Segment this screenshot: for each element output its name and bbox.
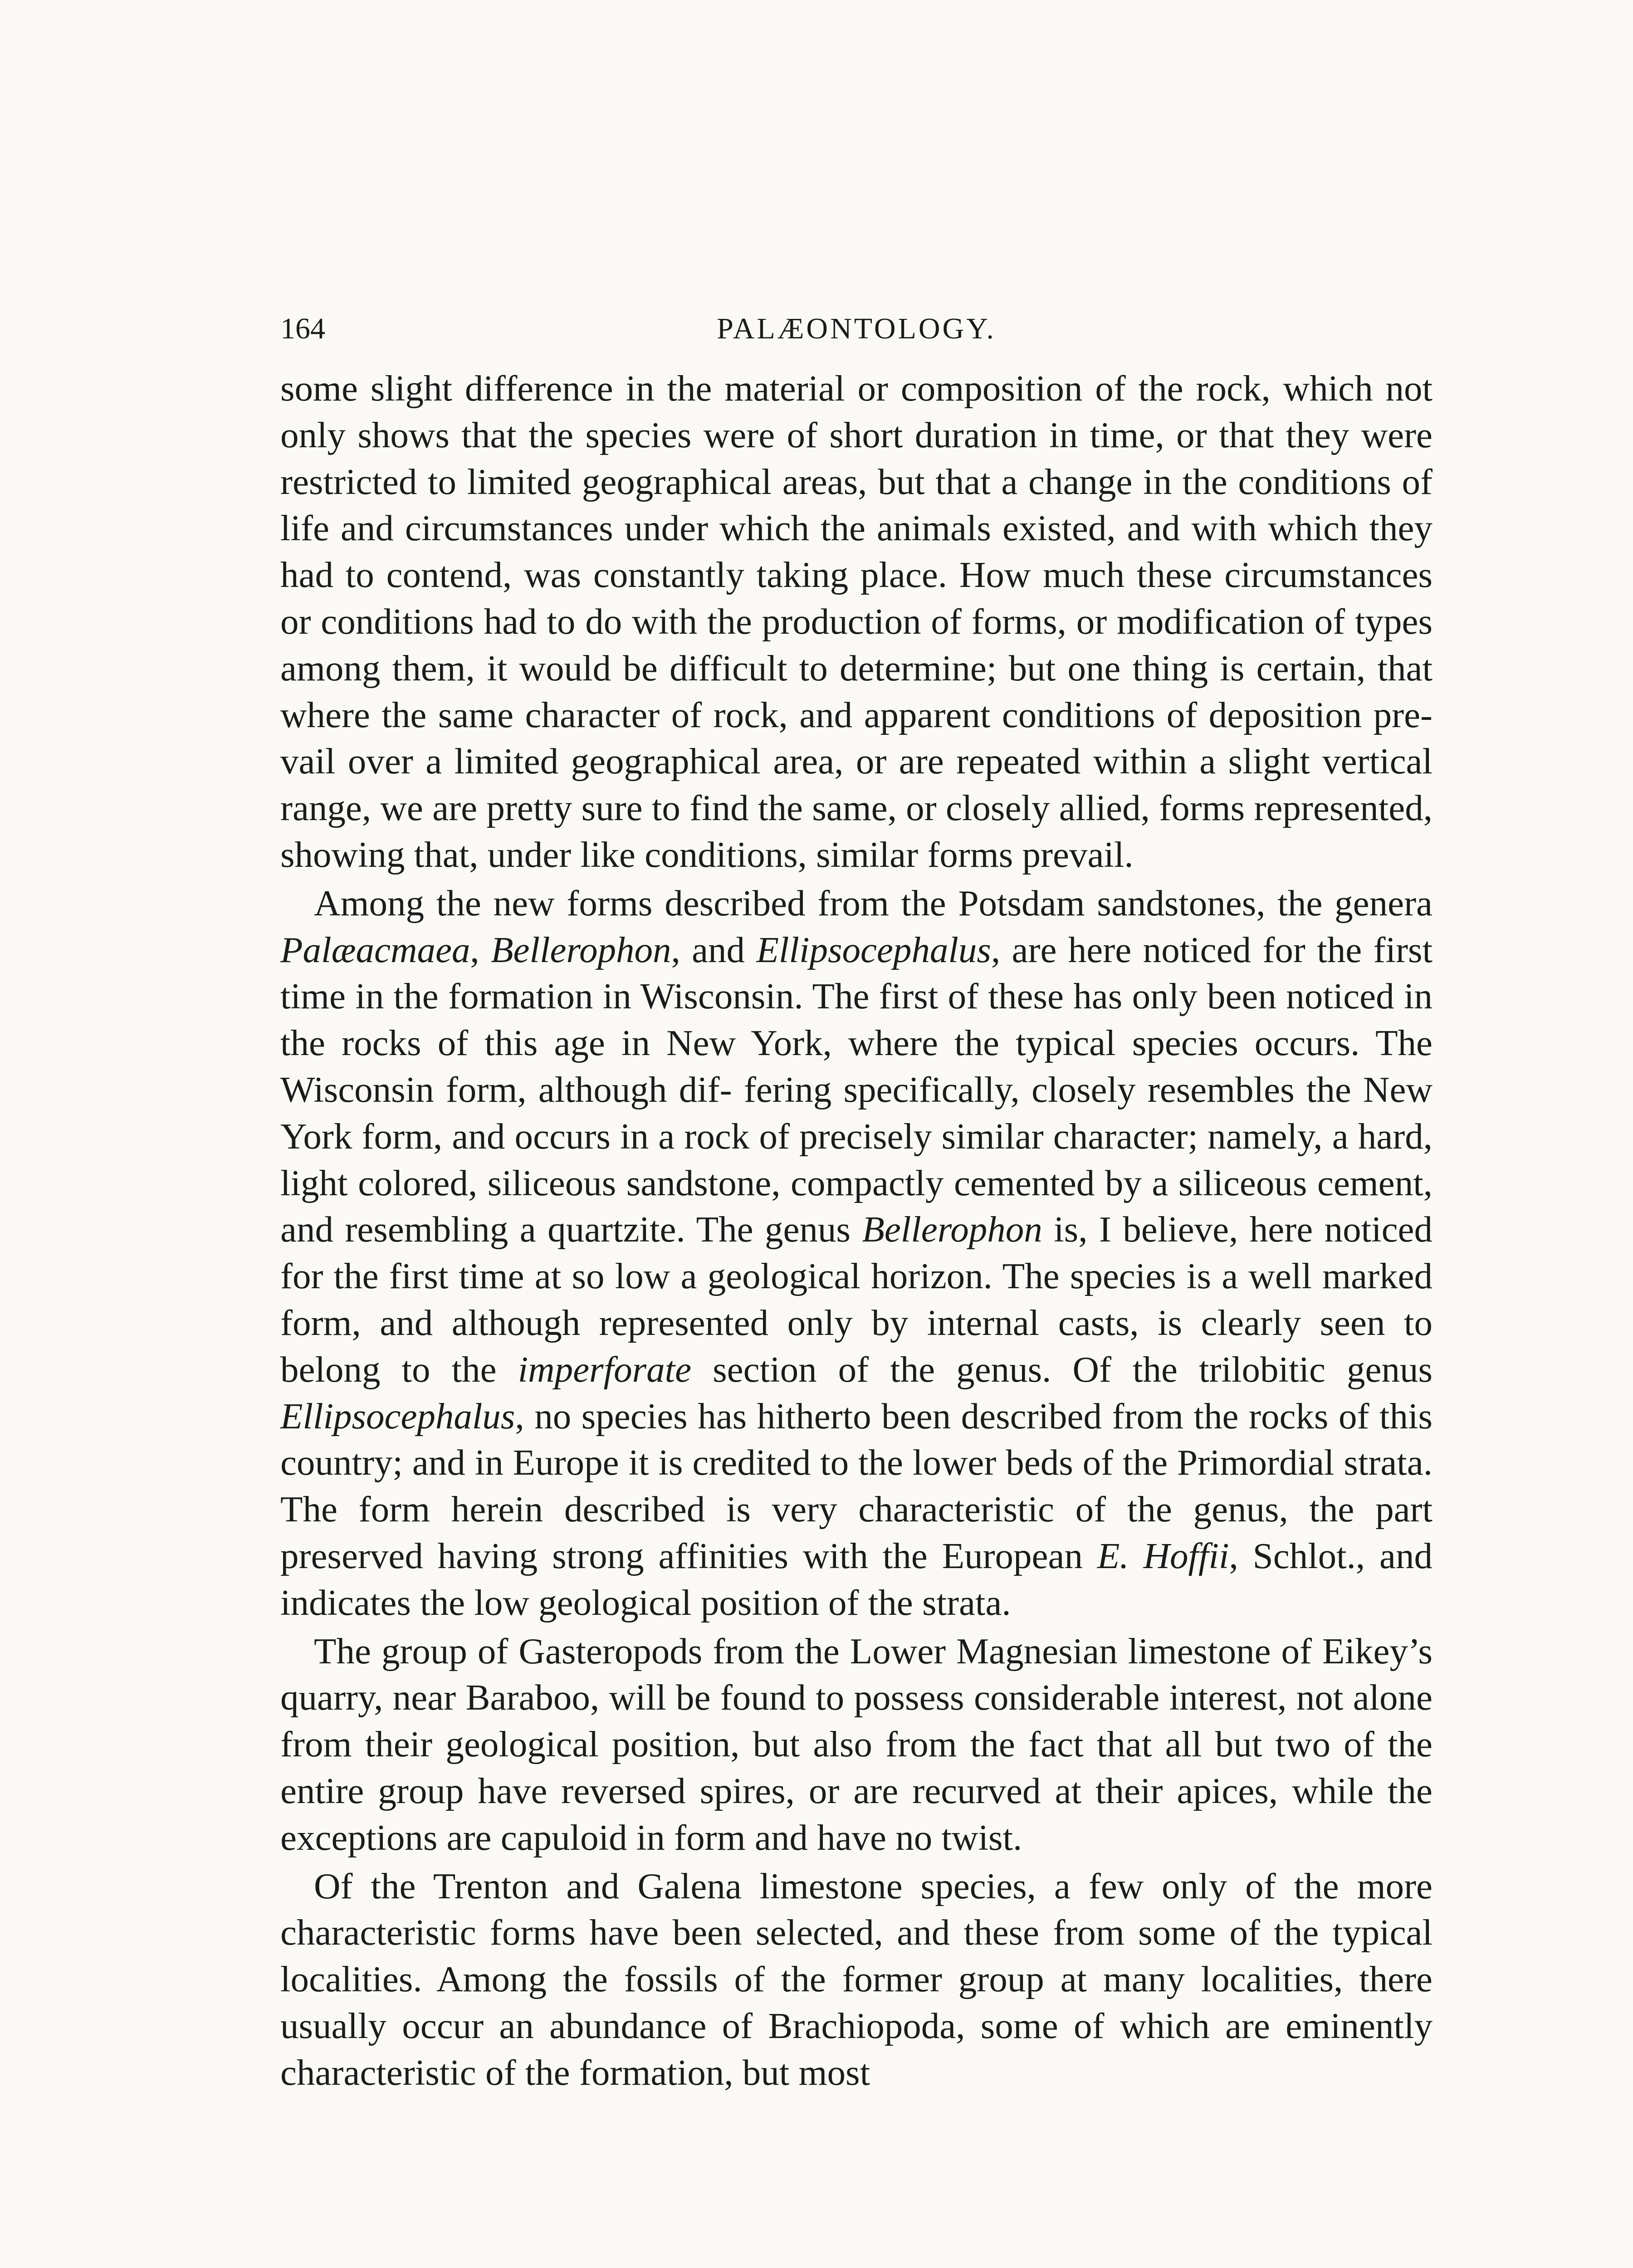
- running-title: PALÆONTOLOGY.: [717, 312, 996, 345]
- text-line: in a rock of precisely similar character; namely, a hard, light colored,: [280, 1115, 1433, 1203]
- text-line: these has only been noticed in the rocks of this age in New York,: [280, 976, 1433, 1064]
- text-line: vertical range, we are pretty sure to find the same, or closely allied,: [280, 741, 1433, 829]
- text-line: many localities, there usually occur an abundance of Brachiopoda,: [280, 1959, 1433, 2046]
- text-line: the typical localities. Among the fossils of the former group at: [280, 1912, 1433, 2000]
- text-line: the same character of rock, and apparent conditions of deposition pre-: [381, 694, 1433, 735]
- text-line: some of which are eminently characteristic of the formation, but most: [280, 2005, 1433, 2093]
- text-line: change in the conditions of life and circumstances under which the: [280, 461, 1433, 549]
- text-line: forms represented, showing that, under like conditions, similar forms: [280, 787, 1433, 875]
- text-line: with the production of forms, or modification of types among them,: [280, 601, 1433, 689]
- text-line: which not only shows that the species were of short duration in time,: [280, 368, 1433, 455]
- text-line: Of the Trenton and Galena limestone species, a few only of the: [314, 1865, 1339, 1906]
- text-line: it would be difficult to determine; but one thing is certain, that where: [280, 647, 1433, 735]
- text-line: Eikey’s quarry, near Baraboo, will be found to possess considerable: [280, 1630, 1433, 1718]
- text-line: some slight difference in the material or composition of the rock,: [280, 368, 1271, 409]
- page-number: 164: [280, 312, 325, 345]
- text-line: prevail.: [1022, 834, 1134, 875]
- text-line: Among the new forms described from the Potsdam sandstones, the: [314, 882, 1323, 924]
- text-line: more characteristic forms have been selected, and these from some of: [280, 1865, 1433, 1953]
- text-line: The group of Gasteropods from the Lower Magnesian limestone of: [314, 1630, 1312, 1672]
- text-line: or that they were restricted to limited geographical areas, but that a: [280, 414, 1433, 502]
- text-line: casts, is clearly seen to belong to the imperforate section of the genus.: [280, 1302, 1433, 1390]
- text-line: to the lower beds of the Primordial strata. The form herein described: [280, 1442, 1433, 1530]
- text-line: taking place. How much these circumstances or conditions had to do: [280, 554, 1433, 642]
- paragraph: [280, 365, 1433, 878]
- text-line: noticed for the first time at so low a geological horizon. The species: [280, 1209, 1433, 1297]
- text-line: genera Palæacmaea, Bellerophon, and Ellipsocephalus, are here: [280, 882, 1433, 970]
- text-line: described from the rocks of this country; and in Europe it is credited: [280, 1395, 1433, 1483]
- paragraph: [280, 1863, 1433, 2096]
- text-line: interest, not alone from their geological position, but also from the: [280, 1677, 1433, 1765]
- text-line: fact that all but two of the entire group have reversed spires, or are: [280, 1724, 1433, 1811]
- page-header: [280, 304, 1433, 354]
- text-line: is a well marked form, and although represented only by internal: [280, 1256, 1433, 1343]
- text-line: where the typical species occurs. The Wisconsin form, although dif-: [280, 1022, 1433, 1110]
- paragraph: [280, 880, 1433, 1626]
- text-line: noticed for the first time in the formation in Wisconsin. The first of: [280, 929, 1433, 1017]
- text-line: recurved at their apices, while the exceptions are capuloid in form and: [280, 1770, 1433, 1858]
- text-line: animals existed, and with which they had to contend, was constantly: [280, 508, 1433, 596]
- text-line: siliceous sandstone, compactly cemented by a siliceous cement, and: [280, 1162, 1433, 1250]
- text-line: Of the trilobitic genus Ellipsocephalus, no species has hitherto been: [280, 1349, 1433, 1437]
- body-text: [280, 365, 1433, 2096]
- text-line: fering specifically, closely resembles the New York form, and occurs: [280, 1069, 1433, 1157]
- text-line: is very characteristic of the genus, the part preserved having strong: [280, 1489, 1433, 1576]
- text-line: geological position of the strata.: [538, 1582, 1011, 1623]
- text-line: vail over a limited geographical area, or are repeated within a slight: [280, 741, 1310, 782]
- text-line: have no twist.: [817, 1817, 1022, 1858]
- text-line: resembling a quartzite. The genus Bellerophon is, I believe, here: [345, 1209, 1313, 1250]
- text-line: affinities with the European E. Hoffii, Schlot., and indicates the low: [280, 1535, 1433, 1623]
- paragraph: [280, 1628, 1433, 1861]
